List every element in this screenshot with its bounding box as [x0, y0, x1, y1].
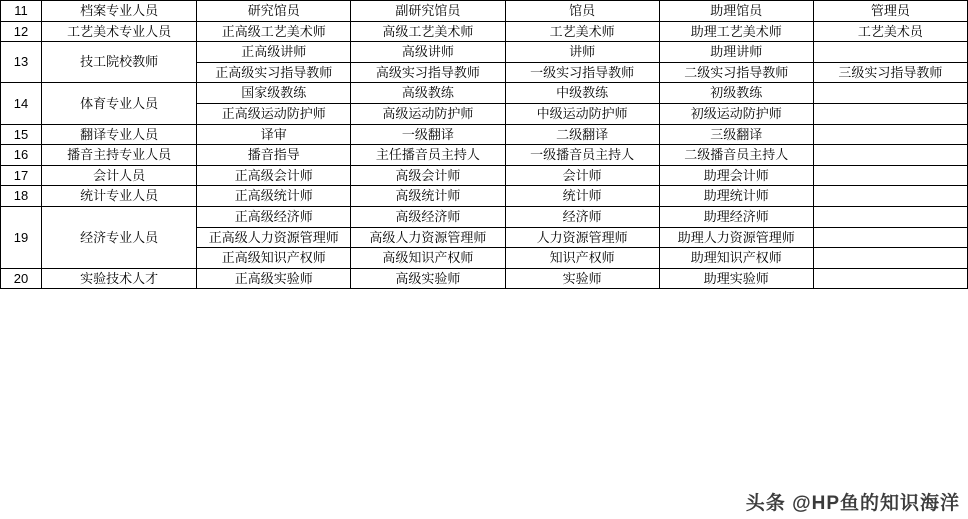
row-number: 11 — [1, 1, 42, 22]
level-cell-empty — [813, 145, 967, 166]
level-cell: 三级实习指导教师 — [813, 62, 967, 83]
level-cell: 副研究馆员 — [351, 1, 505, 22]
level-cell: 正高级知识产权师 — [197, 248, 351, 269]
level-cell: 高级教练 — [351, 83, 505, 104]
level-cell: 高级统计师 — [351, 186, 505, 207]
level-cell-empty — [813, 83, 967, 104]
row-number: 13 — [1, 42, 42, 83]
level-cell: 高级经济师 — [351, 206, 505, 227]
level-cell: 助理人力资源管理师 — [659, 227, 813, 248]
level-cell: 二级播音员主持人 — [659, 145, 813, 166]
level-cell: 助理知识产权师 — [659, 248, 813, 269]
level-cell: 正高级统计师 — [197, 186, 351, 207]
level-cell: 研究馆员 — [197, 1, 351, 22]
level-cell: 播音指导 — [197, 145, 351, 166]
level-cell: 中级运动防护师 — [505, 103, 659, 124]
level-cell: 二级实习指导教师 — [659, 62, 813, 83]
level-cell-empty — [813, 42, 967, 63]
level-cell: 统计师 — [505, 186, 659, 207]
level-cell: 助理讲师 — [659, 42, 813, 63]
level-cell: 助理馆员 — [659, 1, 813, 22]
level-cell: 高级实习指导教师 — [351, 62, 505, 83]
row-number: 16 — [1, 145, 42, 166]
level-cell: 助理会计师 — [659, 165, 813, 186]
level-cell: 助理工艺美术师 — [659, 21, 813, 42]
level-cell: 管理员 — [813, 1, 967, 22]
level-cell: 高级运动防护师 — [351, 103, 505, 124]
level-cell: 高级会计师 — [351, 165, 505, 186]
level-cell: 高级工艺美术师 — [351, 21, 505, 42]
level-cell: 高级知识产权师 — [351, 248, 505, 269]
level-cell: 知识产权师 — [505, 248, 659, 269]
table-row — [1, 124, 968, 145]
level-cell-empty — [813, 206, 967, 227]
level-cell: 三级翻译 — [659, 124, 813, 145]
level-cell: 一级实习指导教师 — [505, 62, 659, 83]
table-row — [1, 145, 968, 166]
level-cell: 正高级讲师 — [197, 42, 351, 63]
row-number: 12 — [1, 21, 42, 42]
level-cell: 高级人力资源管理师 — [351, 227, 505, 248]
level-cell: 馆员 — [505, 1, 659, 22]
level-cell: 高级讲师 — [351, 42, 505, 63]
level-cell: 助理统计师 — [659, 186, 813, 207]
watermark: 头条 @HP鱼的知识海洋 — [745, 493, 960, 514]
row-category: 体育专业人员 — [42, 83, 197, 124]
row-category: 会计人员 — [42, 165, 197, 186]
row-category: 播音主持专业人员 — [42, 145, 197, 166]
level-cell: 国家级教练 — [197, 83, 351, 104]
row-category: 实验技术人才 — [42, 268, 197, 289]
level-cell: 正高级经济师 — [197, 206, 351, 227]
level-cell: 助理实验师 — [659, 268, 813, 289]
row-category: 经济专业人员 — [42, 206, 197, 268]
row-category: 统计专业人员 — [42, 186, 197, 207]
row-number: 20 — [1, 268, 42, 289]
level-cell: 正高级实验师 — [197, 268, 351, 289]
level-cell-empty — [813, 227, 967, 248]
level-cell: 正高级实习指导教师 — [197, 62, 351, 83]
row-category: 工艺美术专业人员 — [42, 21, 197, 42]
table-row — [1, 165, 968, 186]
level-cell: 主任播音员主持人 — [351, 145, 505, 166]
level-cell: 译审 — [197, 124, 351, 145]
table-row — [1, 21, 968, 42]
table-row — [1, 1, 968, 22]
level-cell: 正高级工艺美术师 — [197, 21, 351, 42]
row-number: 14 — [1, 83, 42, 124]
level-cell-empty — [813, 103, 967, 124]
level-cell: 高级实验师 — [351, 268, 505, 289]
level-cell-empty — [813, 124, 967, 145]
level-cell-empty — [813, 248, 967, 269]
level-cell: 正高级人力资源管理师 — [197, 227, 351, 248]
level-cell: 一级翻译 — [351, 124, 505, 145]
level-cell: 经济师 — [505, 206, 659, 227]
level-cell: 会计师 — [505, 165, 659, 186]
level-cell: 初级运动防护师 — [659, 103, 813, 124]
level-cell: 助理经济师 — [659, 206, 813, 227]
level-cell: 人力资源管理师 — [505, 227, 659, 248]
table-row — [1, 268, 968, 289]
level-cell-empty — [813, 165, 967, 186]
level-cell-empty — [813, 186, 967, 207]
level-cell: 初级教练 — [659, 83, 813, 104]
table-row — [1, 206, 968, 227]
row-number: 19 — [1, 206, 42, 268]
row-number: 18 — [1, 186, 42, 207]
table-row — [1, 83, 968, 104]
level-cell: 正高级会计师 — [197, 165, 351, 186]
level-cell-empty — [813, 268, 967, 289]
row-number: 17 — [1, 165, 42, 186]
row-category: 翻译专业人员 — [42, 124, 197, 145]
level-cell: 工艺美术员 — [813, 21, 967, 42]
level-cell: 一级播音员主持人 — [505, 145, 659, 166]
row-number: 15 — [1, 124, 42, 145]
level-cell: 正高级运动防护师 — [197, 103, 351, 124]
level-cell: 讲师 — [505, 42, 659, 63]
level-cell: 实验师 — [505, 268, 659, 289]
table-row — [1, 186, 968, 207]
table-row — [1, 42, 968, 63]
row-category: 技工院校教师 — [42, 42, 197, 83]
table-body — [1, 1, 968, 289]
level-cell: 中级教练 — [505, 83, 659, 104]
row-category: 档案专业人员 — [42, 1, 197, 22]
level-cell: 二级翻译 — [505, 124, 659, 145]
level-cell: 工艺美术师 — [505, 21, 659, 42]
